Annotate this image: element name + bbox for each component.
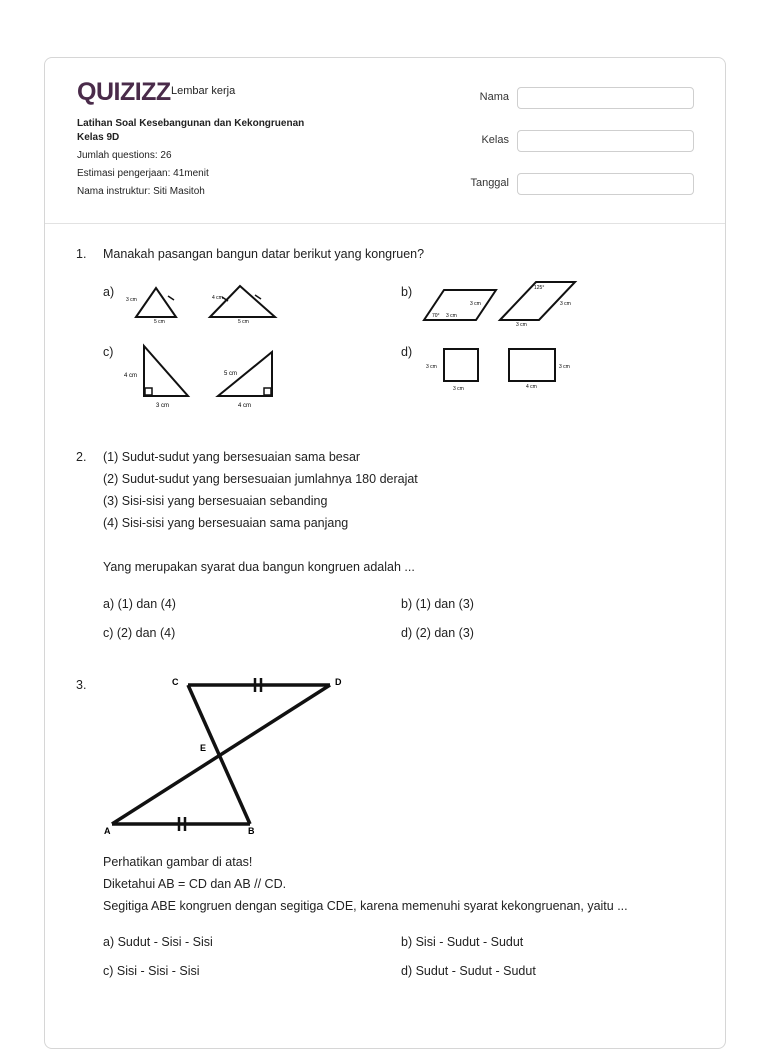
title-line-1: Latihan Soal Kesebangunan dan Kekongruenan (77, 118, 305, 129)
q3-line-2: Diketahui AB = CD dan AB // CD. (103, 877, 287, 891)
right-angle-mark (145, 388, 152, 395)
q3-option-b[interactable]: b) Sisi - Sudut - Sudut (401, 935, 524, 949)
q3-number: 3. (76, 678, 87, 692)
worksheet-title (77, 117, 337, 145)
triangle-a1 (136, 288, 176, 317)
q2-statement: (3) Sisi-sisi yang bersesuaian sebanding (103, 494, 328, 508)
estimated-duration: Estimasi pengerjaan: 41menit (77, 168, 209, 179)
point-c-label: C (172, 677, 179, 687)
q3-option-a[interactable]: a) Sudut - Sisi - Sisi (103, 935, 213, 949)
q2-statement: (2) Sudut-sudut yang bersesuaian jumlahnya 180 derajat (103, 472, 418, 486)
q3-option-c[interactable]: c) Sisi - Sisi - Sisi (103, 964, 200, 978)
q2-statement: (4) Sisi-sisi yang bersesuaian sama panjang (103, 516, 349, 530)
label-b-side2: 3 cm (560, 301, 571, 307)
q3-line-1: Perhatikan gambar di atas! (103, 855, 253, 869)
question-count: Jumlah questions: 26 (77, 150, 172, 161)
label-a-base2: 5 cm (238, 319, 249, 325)
square-d1 (444, 349, 478, 381)
label-b-base2: 3 cm (516, 322, 527, 328)
right-angle-mark (264, 388, 271, 395)
q3-option-d[interactable]: d) Sudut - Sudut - Sudut (401, 964, 536, 978)
date-label: Tanggal (470, 177, 509, 189)
label-c-b1: 3 cm (156, 403, 170, 409)
q2-statement: (1) Sudut-sudut yang bersesuaian sama besar (103, 450, 361, 464)
label-b-base1: 3 cm (446, 313, 457, 319)
segment-da (112, 685, 330, 824)
q1-number: 1. (76, 247, 87, 261)
q1-text: Manakah pasangan bangun datar berikut yang kongruen? (103, 247, 425, 261)
class-input[interactable] (517, 130, 694, 152)
point-d-label: D (335, 677, 342, 687)
q1-option-a-figure (118, 280, 288, 328)
label-b-angle1: 70° (432, 313, 440, 319)
q2-option-d[interactable]: d) (2) dan (3) (401, 626, 474, 640)
q2-option-a[interactable]: a) (1) dan (4) (103, 597, 176, 611)
label-d-b1: 3 cm (453, 386, 464, 392)
q1-option-a-label[interactable]: a) (103, 285, 115, 299)
label-a-side2: 4 cm (212, 295, 223, 301)
point-b-label: B (248, 826, 255, 836)
q1-option-c-label[interactable]: c) (103, 345, 114, 359)
tick-mark (168, 296, 174, 300)
q2-prompt: Yang merupakan syarat dua bangun kongruen adalah ... (103, 560, 415, 574)
q1-option-d-figure (420, 342, 580, 394)
q1-option-d-label[interactable]: d) (401, 345, 413, 359)
label-c-h1: 4 cm (124, 373, 138, 379)
name-label: Nama (479, 91, 509, 103)
label-c-hyp2: 5 cm (224, 371, 238, 377)
label-a-side1: 3 cm (126, 297, 137, 303)
label-d-s1: 3 cm (426, 364, 437, 370)
label-d-s2: 3 cm (559, 364, 570, 370)
worksheet-header (45, 58, 725, 224)
label-d-b2: 4 cm (526, 384, 537, 390)
label-a-base1: 5 cm (154, 319, 165, 325)
class-label: Kelas (481, 134, 509, 146)
q1-option-b-label[interactable]: b) (401, 285, 413, 299)
tick-mark (255, 295, 261, 299)
q2-number: 2. (76, 450, 87, 464)
q1-option-b-figure (420, 278, 580, 328)
point-e-label: E (200, 743, 207, 753)
rectangle-d2 (509, 349, 555, 381)
q2-option-b[interactable]: b) (1) dan (3) (401, 597, 474, 611)
point-a-label: A (104, 826, 111, 836)
triangle-a2 (210, 286, 275, 317)
instructor-name: Nama instruktur: Siti Masitoh (77, 186, 205, 197)
q1-option-c-figure (118, 342, 288, 410)
label-c-b2: 4 cm (238, 403, 252, 409)
date-input[interactable] (517, 173, 694, 195)
label-b-side1: 3 cm (470, 301, 481, 307)
label-b-angle2: 125° (534, 285, 545, 291)
q3-line-3: Segitiga ABE kongruen dengan segitiga CDE, karena memenuhi syarat kekongruenan, yaitu ... (103, 899, 628, 913)
title-line-2: Kelas 9D (77, 132, 120, 143)
q3-figure (100, 672, 360, 842)
document-type: Lembar kerja (171, 85, 236, 97)
quizizz-logo: QUIZIZZ (77, 78, 171, 106)
name-input[interactable] (517, 87, 694, 109)
q2-option-c[interactable]: c) (2) dan (4) (103, 626, 176, 640)
